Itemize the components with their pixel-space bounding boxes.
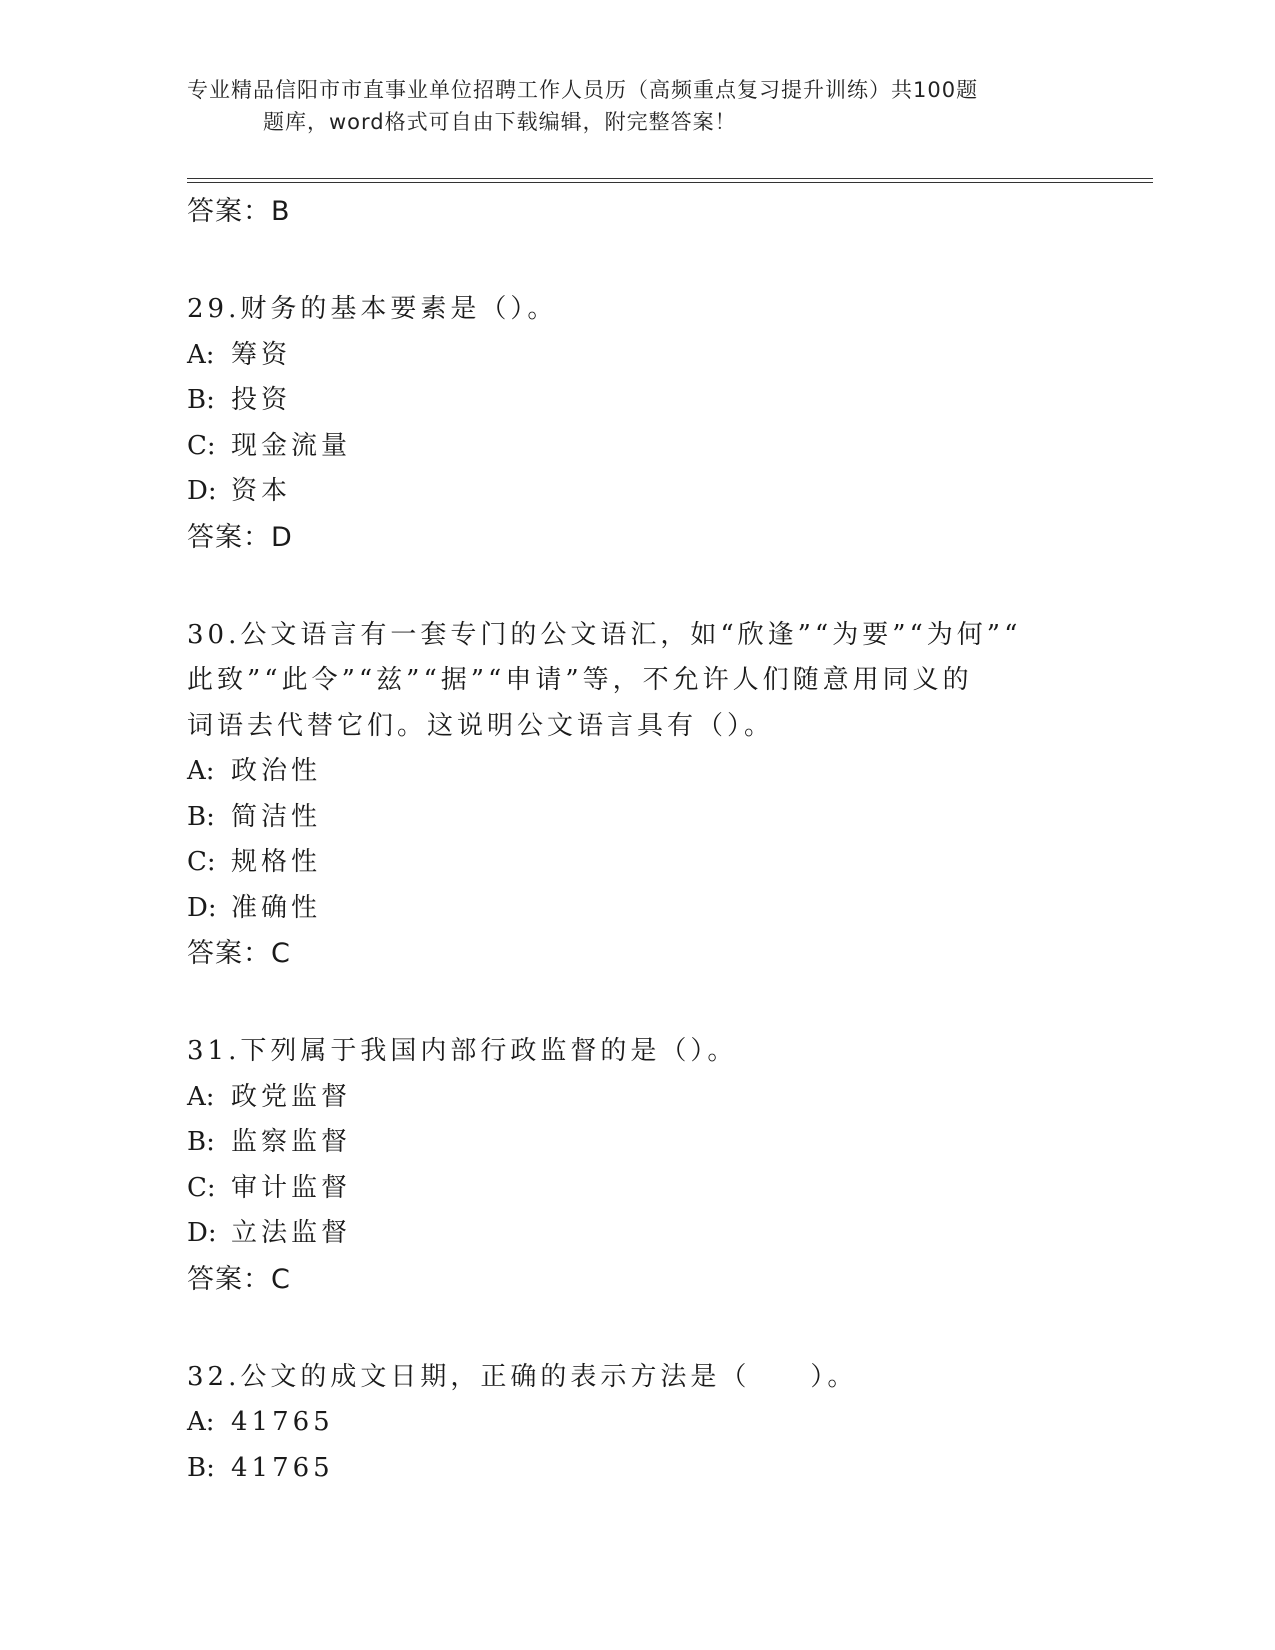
option-text: 规格性 [231, 847, 322, 877]
question-text: 31.下列属于我国内部行政监督的是（）。 [187, 1036, 738, 1066]
option-label: A: [187, 1407, 215, 1437]
question-block [187, 1355, 1107, 1492]
option-item [187, 1166, 1107, 1212]
option-text: 政治性 [231, 756, 322, 786]
option-item [187, 469, 1107, 515]
option-item [187, 749, 1107, 795]
option-label: A: [187, 339, 215, 370]
question-text: 此致”“此令”“兹”“据”“申请”等，不允许人们随意用同义的 [187, 665, 973, 695]
option-label: B: [187, 1127, 215, 1157]
option-text: 41765 [231, 1452, 334, 1483]
question-spacer [187, 235, 1107, 287]
option-text: 筹资 [231, 339, 292, 370]
question-text: 词语去代替它们。这说明公文语言具有（）。 [187, 710, 775, 741]
option-item [187, 333, 1107, 379]
option-text: 立法监督 [231, 1218, 352, 1248]
answer-line: 答案：C [187, 1263, 291, 1295]
option-label: B: [187, 1452, 215, 1483]
option-item [187, 378, 1107, 424]
option-label: C: [187, 1172, 216, 1203]
option-text: 资本 [231, 476, 292, 506]
option-label: B: [187, 385, 215, 415]
question-block [187, 1029, 1107, 1303]
header-divider-bottom [187, 182, 1153, 183]
question-text: 29.财务的基本要素是（）。 [187, 294, 558, 324]
question-list [187, 189, 1107, 1491]
question-spacer [187, 1303, 1107, 1355]
option-item [187, 1446, 1107, 1492]
option-label: A: [187, 1081, 215, 1112]
option-label: D: [187, 892, 217, 923]
question-text: 32.公文的成文日期，正确的表示方法是（ ）。 [187, 1361, 858, 1392]
question-text: 30.公文语言有一套专门的公文语汇，如“欣逢”“为要”“为何”“ [187, 619, 1022, 650]
option-text: 投资 [231, 385, 292, 415]
option-label: A: [187, 756, 215, 786]
option-item [187, 886, 1107, 932]
option-item [187, 1211, 1107, 1257]
answer-line: 答案：B [187, 196, 291, 227]
option-text: 政党监督 [231, 1081, 352, 1112]
option-text: 简洁性 [231, 801, 322, 832]
header-line-1: 专业精品信阳市市直事业单位招聘工作人员历（高频重点复习提升训练）共100题 [187, 78, 979, 102]
answer-line: 答案：D [187, 521, 293, 553]
question-block [187, 287, 1107, 561]
option-text: 41765 [231, 1407, 334, 1437]
question-block [187, 613, 1107, 978]
option-text: 准确性 [231, 892, 322, 923]
option-item [187, 424, 1107, 470]
question-spacer [187, 977, 1107, 1029]
option-item [187, 840, 1107, 886]
option-label: B: [187, 801, 215, 832]
page-header [187, 74, 1087, 138]
option-text: 审计监督 [231, 1172, 352, 1203]
option-label: C: [187, 430, 216, 461]
option-item [187, 1400, 1107, 1446]
option-label: C: [187, 847, 216, 877]
option-item [187, 795, 1107, 841]
option-item [187, 1075, 1107, 1121]
option-item [187, 1120, 1107, 1166]
question-spacer [187, 561, 1107, 613]
header-divider-top [187, 178, 1153, 179]
option-label: D: [187, 476, 217, 506]
option-text: 现金流量 [231, 430, 352, 461]
answer-line: 答案：C [187, 938, 291, 969]
header-line-2: 题库，word格式可自由下载编辑，附完整答案！ [263, 110, 737, 134]
option-text: 监察监督 [231, 1127, 352, 1157]
option-label: D: [187, 1218, 217, 1248]
